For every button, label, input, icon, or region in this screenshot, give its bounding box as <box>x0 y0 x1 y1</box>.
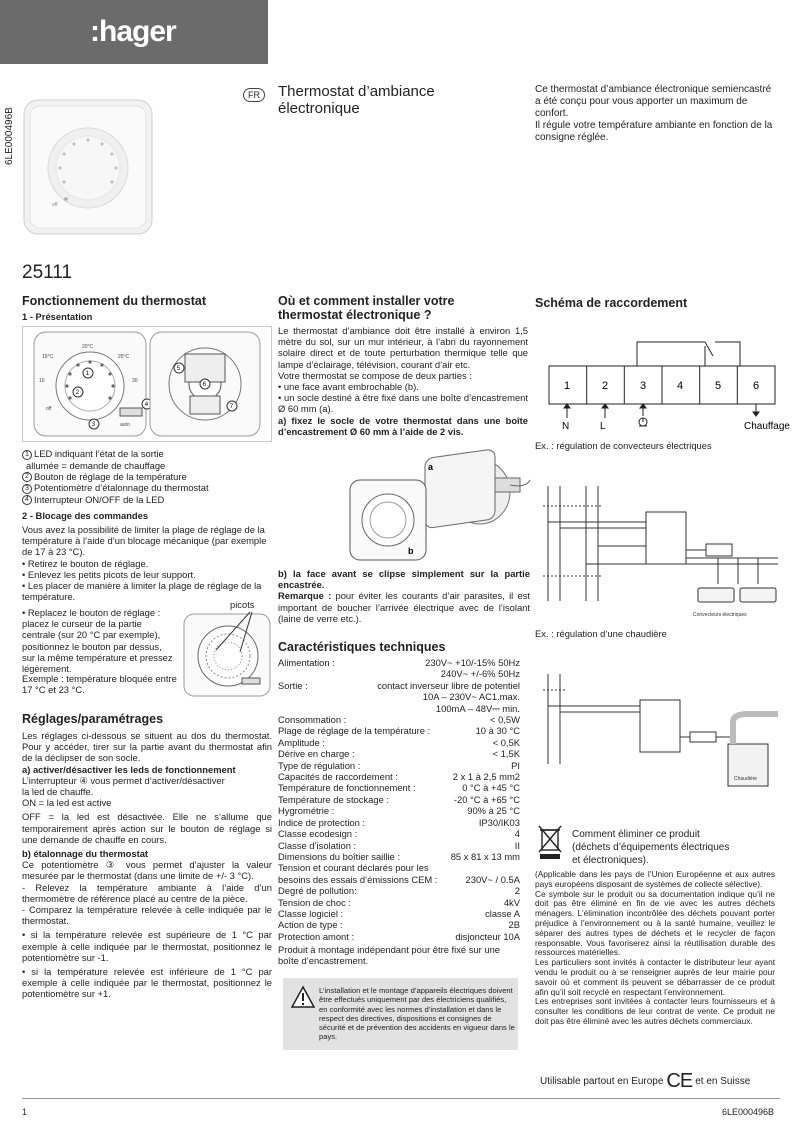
footer-rule <box>22 1098 780 1099</box>
label-n: N <box>562 421 570 432</box>
legend-item <box>22 482 272 494</box>
dispose-title <box>572 828 782 867</box>
intro-text <box>535 84 775 144</box>
spec-row <box>278 714 520 725</box>
spec-row <box>278 748 520 759</box>
compose-line: Votre thermostat se compose de deux parties : <box>278 369 472 381</box>
etalonnage-bullet-text: si la température relevée est supérieure de 1 °C par exemple à celle indiquée par le thermostat, positionnez le potentiomètre sur -1. <box>22 929 272 963</box>
spec-row <box>278 657 520 668</box>
spec-row <box>278 771 520 782</box>
spec-value: 0 °C à +45 °C <box>462 782 520 794</box>
blocage-text <box>22 524 272 602</box>
spec-value: < 0,5K <box>492 736 520 748</box>
spec-value: 4 <box>514 828 520 840</box>
spec-row <box>278 725 520 736</box>
legend-item <box>22 460 272 471</box>
spec-key: Classe ecodesign : <box>278 828 358 840</box>
spec-row <box>278 703 520 714</box>
etalonnage-item-text: Relevez la température ambiante à l’aide d’un thermomètre de référence placé au centre de la pièce. <box>22 881 272 904</box>
etalonnage-item-text: Comparez la température relevée à celle indiquée par le thermostat. <box>22 904 272 927</box>
chaudiere-diagram <box>538 664 783 794</box>
spec-value: 230V~ / 0.5A <box>465 873 520 885</box>
step-a: a) fixez le socle de votre thermostat dans une boîte d’encastrement Ø 60 mm à l’aide de 2 vis. <box>278 414 528 437</box>
ce-mark: CE <box>666 1070 693 1092</box>
fig-num-4: 4 <box>144 402 149 408</box>
fig-num-6: 6 <box>202 382 207 388</box>
part-item: • un socle destiné à être fixé dans une boîte d’encastrement Ø 60 mm (a). <box>278 392 528 415</box>
spec-value: 2B <box>508 919 520 931</box>
legend-num: 1 <box>22 450 32 460</box>
dispose-title-line: (déchets d’équipements électriques <box>572 842 730 853</box>
fig-num-5: 5 <box>176 366 181 372</box>
usage-right: et en Suisse <box>695 1075 751 1087</box>
spec-value: II <box>514 839 520 851</box>
spec-row <box>278 817 520 828</box>
spec-value: disjoncteur 10A <box>455 930 520 942</box>
spec-value: 100mA – 48V⎓ min. <box>435 702 520 714</box>
spec-key: Capacités de raccordement : <box>278 771 398 783</box>
convecteurs-label: Convecteurs électriques <box>693 612 747 618</box>
spec-key: Protection amont : <box>278 930 355 942</box>
spec-value: < 1,5K <box>492 748 520 760</box>
blocage-paragraph: Vous avez la possibilité de limiter la plage de réglage de la température à l’aide d’un blocage mécanique (par exemple de 17 à 23 °C). <box>22 524 267 558</box>
off-paragraph: OFF = la led est désactivée. Elle ne s’allume que temporairement après action sur le bouton de réglage si une demande de chauffe en cours. <box>22 811 272 845</box>
spec-key: Dimensions du boîtier saillie : <box>278 850 400 862</box>
example-1-caption: Ex. : régulation de convecteurs électriques <box>535 440 712 451</box>
terminal-2: 2 <box>602 380 609 392</box>
language-badge: FR <box>243 88 265 102</box>
title-line-2: électronique <box>278 100 360 117</box>
presentation-figure <box>22 326 272 442</box>
legend-text: Potentiomètre d’étalonnage du thermostat <box>34 482 209 494</box>
spec-row <box>278 680 520 691</box>
spec-key: besoins des essais d’émissions CEM : <box>278 873 438 885</box>
spec-table <box>278 657 520 942</box>
blocage-item: • Les placer de manière à limiter la plage de réglage de la température. <box>22 580 262 603</box>
example-2-caption: Ex. : régulation d’une chaudière <box>535 628 667 639</box>
etalonnage-paragraph: Ce potentiomètre ③ vous permet d’ajuster la valeur mesurée par le thermostat (dans une limite de +/- 3 °C). <box>22 859 272 882</box>
reglages-paragraph: Les réglages ci-dessous se situent au dos du thermostat. Pour y accéder, tirer sur la partie avant du thermostat afin de la déclipser de son socle. <box>22 730 272 764</box>
spec-value: contact inverseur libre de potentiel <box>377 679 520 691</box>
label-l: L <box>600 421 606 432</box>
heading-blocage: 2 - Blocage des commandes <box>22 510 149 521</box>
dispose-paragraph: Les particuliers sont invités à contacter le distributeur leur ayant vendu le produit ou à se renseigner auprès de leur mairie pour savoir où et comment ils peuvent se débarrasser de ce produit afin qu’il soit recyclé en respectant l’environnement. <box>535 957 775 997</box>
spec-row <box>278 668 520 679</box>
spec-key: Tension de choc : <box>278 896 351 908</box>
part-text: une face avant embrochable (b). <box>283 381 419 393</box>
svg-text:off: off <box>52 202 58 208</box>
intro-paragraph-1: Ce thermostat d’ambiance électronique semiencastré a été conçu pour vous apporter un maximum de confort. <box>535 84 772 119</box>
spec-row <box>278 840 520 851</box>
a-line-2: la led de chauffe. <box>22 786 94 798</box>
fig-label-15: 15°C <box>42 354 54 360</box>
spec-value: 10A – 230V~ AC1.max. <box>422 691 520 703</box>
spec-key: Alimentation : <box>278 657 335 668</box>
legend-text: Bouton de réglage de la température <box>34 470 187 482</box>
terminal-4: 4 <box>677 380 684 392</box>
part-text: un socle destiné à être fixé dans une boîte d’encastrement Ø 60 mm (a). <box>278 392 528 415</box>
spec-row <box>278 691 520 702</box>
spec-value: IP30/IK03 <box>478 816 520 828</box>
terminal-1: 1 <box>564 380 571 392</box>
etalonnage-bullet: • si la température relevée est supérieure de 1 °C par exemple à celle indiquée par le thermostat, positionnez le potentiomètre sur -1. <box>22 929 272 963</box>
legend-text: LED indiquant l’état de la sortie <box>34 448 164 459</box>
blocage-item: • Retirez le bouton de réglage. <box>22 557 149 569</box>
fig-num-7: 7 <box>229 404 234 410</box>
spec-key: Hygrométrie : <box>278 805 335 817</box>
dispose-paragraph: (Applicable dans les pays de l’Union Européenne et aux autres pays européens disposant de systèmes de collecte sélective). <box>535 869 775 889</box>
spec-value: 2 x 1 à 2,5 mm2 <box>452 771 520 783</box>
spec-key: Température de fonctionnement : <box>278 782 416 794</box>
etalonnage-item: - Relevez la température ambiante à l’aide d’un thermomètre de référence placé au centre de la pièce. <box>22 881 272 904</box>
spec-key: Plage de réglage de la température : <box>278 725 431 737</box>
fig-label-auto: auto <box>120 422 130 428</box>
heading-reglages: Réglages/paramétrages <box>22 712 164 726</box>
fig-a-label: a <box>428 462 434 472</box>
picots-label: picots <box>230 599 255 610</box>
heading-fonctionnement: Fonctionnement du thermostat <box>22 294 207 308</box>
chaudiere-label: Chaudière <box>734 776 758 782</box>
dispose-paragraph: Les entreprises sont invitées à contacter leurs fournisseurs et à consulter les conditions de leur contrat de vente. Ce produit ne doit pas être éliminé avec les autres déchets commerciaux. <box>535 996 775 1026</box>
remarque-text: pour éviter les courants d’air parasites, il est important de boucher l’arrivée électrique avec de l’isolant (laine de verre etc.). <box>278 590 530 624</box>
blocage-item-text: Replacez le bouton de réglage : placez le curseur de la partie centrale (sur 20 °C par exemple), positionnez le bouton par dessus, sur la même température et pressez légèrement. <box>22 607 173 675</box>
presentation-legend <box>22 448 272 505</box>
etalonnage-item: - Comparez la température relevée à celle indiquée par le thermostat. <box>22 904 272 927</box>
a-line-3: ON = la led est active <box>22 797 112 809</box>
remarque-label: Remarque : <box>278 590 332 602</box>
spec-value: classe A <box>485 907 520 919</box>
blocage-item-text: Enlevez les petits picots de leur support. <box>27 568 196 580</box>
usage-line <box>540 1070 750 1093</box>
legend-item <box>22 494 272 506</box>
spec-value: PI <box>511 759 520 771</box>
warning-icon <box>291 986 315 1008</box>
blocage-item-4: • Replacez le bouton de réglage : placez le curseur de la partie centrale (sur 20 °C par exemple), positionnez le bouton par dessus, sur la même température et pressez légèrement. <box>22 607 173 675</box>
spec-key: Dérive en charge : <box>278 748 355 760</box>
part-item: • une face avant embrochable (b). <box>278 381 419 393</box>
footer-page-number: 1 <box>22 1107 28 1117</box>
dispose-text <box>535 870 775 1027</box>
terminal-6: 6 <box>753 380 760 392</box>
produit-note: Produit à montage indépendant pour être fixé sur une boîte d’encastrement. <box>278 944 501 967</box>
step-b: b) la face avant se clipse simplement sur la partie encastrée. <box>278 568 530 591</box>
spec-row <box>278 828 520 839</box>
legend-text: allumée = demande de chauffage <box>26 459 166 471</box>
fig-label-off: off <box>46 406 52 412</box>
heading-schema: Schéma de raccordement <box>535 296 688 310</box>
spec-value: 85 x 81 x 13 mm <box>450 850 520 862</box>
heading-activer-leds: a) activer/désactiver les leds de fonctionnement <box>22 763 236 775</box>
spec-row <box>278 737 520 748</box>
legend-num: 4 <box>22 495 32 505</box>
spec-key: Indice de protection : <box>278 816 366 828</box>
warning-box <box>283 978 518 1050</box>
spec-row <box>278 931 520 942</box>
spec-value: 10 à 30 °C <box>475 725 520 737</box>
spec-row <box>278 851 520 862</box>
blocage-item-text: Les placer de manière à limiter la plage de réglage de la température. <box>22 580 262 603</box>
spec-row <box>278 794 520 805</box>
spec-key: Consommation : <box>278 714 347 726</box>
spec-key: Action de type : <box>278 919 343 931</box>
page-title <box>278 83 518 117</box>
fig-label-25: 25°C <box>118 354 130 360</box>
brand-logo: :hager <box>90 15 176 48</box>
label-chauffage: Chauffage <box>744 421 790 432</box>
spec-row <box>278 874 520 885</box>
spec-value: 90% à 25 °C <box>467 805 520 817</box>
spec-value: 230V~ +10/-15% 50Hz <box>425 657 520 668</box>
reglages-text <box>22 730 272 1000</box>
heading-presentation: 1 - Présentation <box>22 311 93 322</box>
fig-num-3: 3 <box>91 422 96 428</box>
spec-key: Amplitude : <box>278 736 325 748</box>
etalonnage-bullet-text: si la température relevée est inférieure de 1 °C par exemple à celle indiquée par le thermostat, positionnez le potentiomètre sur +1. <box>22 966 273 1000</box>
installation-figure <box>330 452 530 562</box>
blocage-item: • Enlevez les petits picots de leur support. <box>22 568 196 580</box>
spec-value: -20 °C à +65 °C <box>453 793 520 805</box>
spec-row <box>278 862 520 873</box>
thermostat-photo <box>22 98 157 238</box>
spec-key: Température de stockage : <box>278 793 389 805</box>
title-line-1: Thermostat d’ambiance <box>278 83 435 100</box>
convecteurs-diagram <box>538 476 783 621</box>
terminal-3: 3 <box>640 380 647 392</box>
spec-key: Degré de pollution: <box>278 885 357 897</box>
spec-key: Type de régulation : <box>278 759 361 771</box>
fig-b-label: b <box>408 546 414 556</box>
spec-value: 2 <box>514 885 520 897</box>
legend-num: 3 <box>22 484 32 494</box>
blocage-item-text: Retirez le bouton de réglage. <box>27 557 149 569</box>
wiring-terminal-diagram <box>535 316 790 434</box>
heading-caracteristiques: Caractéristiques techniques <box>278 640 446 654</box>
legend-item <box>22 471 272 483</box>
heading-installation: Où et comment installer votre thermostat électronique ? <box>278 294 455 322</box>
legend-num: 2 <box>22 472 32 482</box>
fig-num-2: 2 <box>75 390 80 396</box>
spec-value: 240V~ +/-6% 50Hz <box>440 668 520 680</box>
spec-row <box>278 885 520 896</box>
legend-item <box>22 448 272 460</box>
spec-value: 4kV <box>503 896 520 908</box>
spec-row <box>278 805 520 816</box>
terminal-5: 5 <box>715 380 722 392</box>
spec-row <box>278 908 520 919</box>
picots-figure <box>180 612 274 698</box>
etalonnage-bullet: • si la température relevée est inférieure de 1 °C par exemple à celle indiquée par le thermostat, positionnez le potentiomètre sur +1. <box>22 966 273 1000</box>
spec-row <box>278 919 520 930</box>
spec-key: Tension et courant déclarés pour les <box>278 862 429 874</box>
spec-row <box>278 760 520 771</box>
a-line-1: L’interrupteur ④ vous permet d’activer/désactiver <box>22 774 225 786</box>
legend-text: Interrupteur ON/OFF de la LED <box>34 493 165 505</box>
dispose-title-line: et électroniques). <box>572 855 649 866</box>
installation-paragraph: Le thermostat d’ambiance doit être installé à environ 1,5 mètre du sol, sur un mur intérieur, à l’abri du rayonnement solaire direct et de toute perturbation thermique telle que lampe d’éclairage, télévision, courant d’air etc. <box>278 325 528 370</box>
product-number: 25111 <box>22 262 73 283</box>
fig-label-30: 30 <box>132 378 138 384</box>
fig-label-20: 20°C <box>82 344 94 350</box>
dispose-title-line: Comment éliminer ce produit <box>572 829 700 840</box>
weee-bin-icon <box>537 824 563 860</box>
fig-num-1: 1 <box>85 371 90 377</box>
spec-key: Classe d’isolation : <box>278 839 357 851</box>
brand-band <box>0 0 268 64</box>
warning-text: L’installation et le montage d’appareils électriques doivent être effectués uniquement par des électriciens qualifiés, en conformité avec les normes d’installation et dans le respect des directives, dispositions et consignes de sécurité et de prévention des accidents en vigueur dans le pays. <box>319 986 515 1042</box>
dispose-paragraph: Ce symbole sur le produit ou sa documentation indique qu’il ne doit pas être éliminé en fin de vie avec les autres déchets ménagers. L’élimination incontrôlée des déchets pouvant porter préjudice à l’environnement ou à la santé humaine, veuillez le séparer des autres types de déchets et le recycler de façon responsable. Vous favoriserez ainsi la réutilisation durable des ressources matérielles. <box>535 888 775 958</box>
exemple-text: Exemple : température bloquée entre 17 °C et 23 °C. <box>22 673 177 696</box>
intro-paragraph-2: Il régule votre température ambiante en fonction de la consigne réglée. <box>535 120 773 143</box>
spec-value: < 0,5W <box>490 714 520 726</box>
fig-label-10: 10 <box>39 378 45 384</box>
spec-key: Classe logiciel : <box>278 907 344 919</box>
heading-etalonnage: b) étalonnage du thermostat <box>22 848 149 860</box>
usage-left: Utilisable partout en Europe <box>540 1075 664 1087</box>
spec-key: Sortie : <box>278 679 308 691</box>
vertical-doc-code: 6LE000496B <box>4 107 15 165</box>
spec-row <box>278 782 520 793</box>
footer-doc-code: 6LE000496B <box>722 1107 775 1117</box>
clip-text <box>278 568 530 624</box>
spec-row <box>278 897 520 908</box>
installation-text <box>278 325 528 437</box>
